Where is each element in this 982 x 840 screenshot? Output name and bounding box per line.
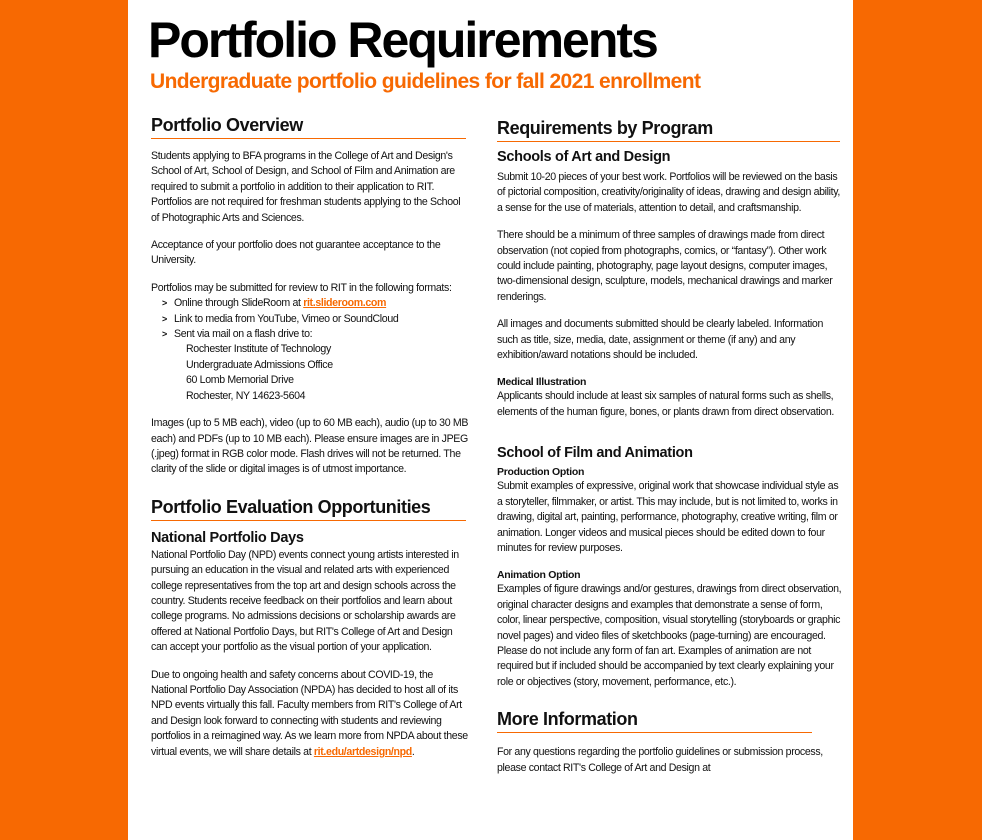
section-heading: Requirements by Program: [497, 117, 840, 142]
portfolio-overview-section: [151, 114, 469, 478]
mailing-address: [174, 342, 469, 404]
list-item-text: Online through SlideRoom at: [174, 297, 304, 310]
paragraph: Acceptance of your portfolio does not guarantee acceptance to the University.: [151, 239, 441, 267]
subsection-heading: Schools of Art and Design: [497, 149, 671, 165]
list-item: [162, 327, 469, 404]
page-title: Portfolio Requirements: [148, 12, 657, 68]
list-item: [162, 312, 469, 327]
option-heading: Medical Illustration: [497, 376, 587, 389]
more-info-section: [497, 708, 842, 776]
option-heading: Production Option: [497, 466, 585, 479]
paragraph: Portfolios may be submitted for review to RIT in the following formats:: [151, 281, 452, 294]
evaluation-section: [151, 496, 469, 760]
paragraph: All images and documents submitted should be clearly labeled. Information such as title, size, media, date, assignment or theme (if any) and any exhibition/award notations should be included.: [497, 318, 824, 362]
address-line: Undergraduate Admissions Office: [186, 358, 333, 371]
address-line: 60 Lomb Memorial Drive: [186, 374, 294, 387]
paragraph: National Portfolio Day (NPD) events connect young artists interested in pursuing an education in the visual and related arts with experienced college representatives from the top art and design schools across the country. Students receive feedback on their portfolios and learn about college programs. No admissions decisions or scholarship awards are offered at National Portfolio Days, but RIT's College of Art and Design can accept your portfolio as the visual portion of your application.: [151, 548, 459, 654]
paragraph: [151, 668, 469, 760]
list-item-text: Link to media from YouTube, Vimeo or SoundCloud: [174, 312, 399, 325]
submission-formats-list: [162, 296, 469, 404]
page-subtitle: Undergraduate portfolio guidelines for fall 2021 enrollment: [150, 70, 701, 93]
paragraph: Images (up to 5 MB each), video (up to 60 MB each), audio (up to 30 MB each) and PDFs (up to 10 MB each). Please ensure images are in JPEG (.jpeg) format in RGB color mode. Flash drives will not be returned. The clarity of the slide or digital images is of utmost importance.: [151, 417, 469, 476]
requirements-section: [497, 117, 842, 690]
paragraph: Submit examples of expressive, original work that showcase individual style as a storyteller, filmmaker, or artist. This may include, but is not limited to, works in drawing, digital art, painting, performance, photography, creative writing, film or animation. Longer videos and musical pieces should be edited down to four minutes for review purposes.: [497, 480, 839, 554]
paragraph: There should be a minimum of three samples of drawings made from direct observation (not copied from photographs, comics, or “fantasy”). Other work could include painting, photography, page layout designs, computer images, two-dimensional design, sculpture, models, mechanical drawings and marker renderings.: [497, 229, 833, 303]
subsection-heading: School of Film and Animation: [497, 445, 693, 462]
paragraph: Students applying to BFA programs in the College of Art and Design's School of Art, School of Design, and School of Film and Animation are required to submit a portfolio in addition to their application to RIT. Portfolios are not required for freshman students applying to the School of Photographic Arts and Sciences.: [151, 150, 461, 224]
paragraph: For any questions regarding the portfolio guidelines or submission process, please contact RIT's College of Art and Design at: [497, 746, 823, 774]
paragraph-text: Due to ongoing health and safety concerns about COVID-19, the National Portfolio Day Association (NPDA) has decided to host all of its NPD events virtually this fall. Faculty members from RIT's College of Art and Design look forward to connecting with students and reviewing portfolios in a reimagined way. As we learn more from NPDA about these virtual events, we will share details at: [151, 668, 468, 758]
right-column: [497, 117, 842, 776]
list-item-text: Sent via mail on a flash drive to:: [174, 328, 313, 341]
section-heading: Portfolio Overview: [151, 114, 466, 139]
slideroom-link[interactable]: rit.slideroom.com: [303, 297, 387, 310]
chevron-right-icon: >: [162, 298, 167, 309]
document-page: [128, 0, 853, 840]
subsection-heading: National Portfolio Days: [151, 529, 304, 546]
section-heading: Portfolio Evaluation Opportunities: [151, 496, 466, 521]
section-heading: More Information: [497, 708, 812, 733]
chevron-right-icon: >: [162, 313, 167, 324]
paragraph: Examples of figure drawings and/or gestures, drawings from direct observation, original character designs and examples that demonstrate a sense of form, color, linear perspective, composition, visual storytelling (storyboards or graphic novel pages) and video files of sketchbooks (page-turning) are encouraged. Please do not include any form of fan art. Examples of animation are not required but if included should be accompanied by text clearly explaining your role or objectives (story, movement, performance, etc.).: [497, 583, 842, 688]
paragraph-end: .: [411, 745, 415, 758]
list-item: [162, 296, 469, 311]
address-line: Rochester Institute of Technology: [186, 343, 331, 356]
chevron-right-icon: >: [162, 329, 167, 340]
paragraph: Submit 10-20 pieces of your best work. Portfolios will be reviewed on the basis of pictorial composition, creativity/originality of ideas, drawing and design ability, a sense for the use of materials, attention to detail, and craftsmanship.: [497, 171, 841, 214]
paragraph: Applicants should include at least six samples of natural forms such as shells, elements of the human figure, bones, or plants drawn from direct observation.: [497, 390, 834, 418]
left-column: [151, 114, 469, 760]
npd-link[interactable]: rit.edu/artdesign/npd: [313, 745, 412, 758]
option-heading: Animation Option: [497, 569, 581, 582]
address-line: Rochester, NY 14623-5604: [186, 389, 306, 402]
